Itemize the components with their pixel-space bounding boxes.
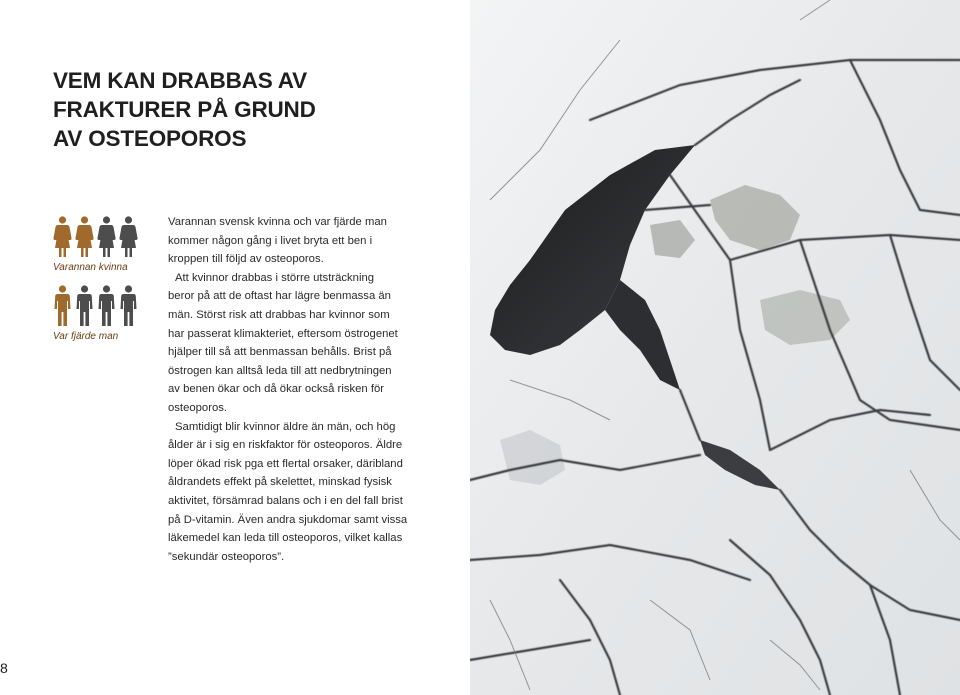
women-figures (53, 216, 138, 258)
text-line: beror på att de oftast har lägre benmassa än (168, 290, 391, 303)
men-figures (53, 285, 138, 327)
text-line: aktivitet, försämrad balans och i en del fall brist (168, 494, 403, 507)
text-line: löper ökad risk pga ett flertal orsaker, däribland (168, 457, 403, 470)
text-line: ”sekundär osteoporos”. (168, 550, 285, 563)
text-line: Varannan svensk kvinna och var fjärde man (168, 216, 387, 228)
man-icon (53, 285, 72, 327)
text-line: läkemedel kan leda till osteoporos, vilket kallas (168, 532, 403, 545)
man-icon (119, 285, 138, 327)
text-line: östrogen kan alltså leda till att nedbrytningen (168, 364, 392, 377)
man-icon (75, 285, 94, 327)
text-line: hjälper till så att benmassan behålls. Brist på (168, 346, 392, 359)
paragraph (168, 418, 408, 567)
text-line: osteoporos. (168, 401, 228, 414)
text-line: Att kvinnor drabbas i större utsträckning (175, 271, 375, 284)
women-caption: Varannan kvinna (53, 262, 128, 273)
cracked-ice-photo (470, 0, 960, 695)
woman-icon (119, 216, 138, 258)
text-line: kroppen till följd av osteoporos. (168, 253, 324, 266)
woman-icon (75, 216, 94, 258)
text-line: Samtidigt blir kvinnor äldre än män, och hög (175, 420, 396, 433)
text-line: åldrandets effekt på skelettet, minskad fysisk (168, 476, 392, 489)
body-text (168, 213, 408, 566)
men-infographic (53, 285, 138, 342)
woman-icon (53, 216, 72, 258)
text-line: kommer någon gång i livet bryta ett ben i (168, 234, 373, 247)
text-line: på D-vitamin. Även andra sjukdomar samt vissa (168, 513, 408, 526)
paragraph (168, 213, 403, 269)
title-line: VEM KAN DRABBAS AV (53, 68, 307, 93)
men-caption: Var fjärde man (53, 331, 119, 342)
title-line: AV OSTEOPOROS (53, 126, 247, 151)
text-line: ålder är i sig en riskfaktor för osteoporos. Äldre (168, 439, 403, 452)
woman-icon (97, 216, 116, 258)
text-page (0, 0, 470, 695)
title-line: FRAKTURER PÅ GRUND (53, 97, 316, 122)
page-title (53, 66, 373, 153)
text-line: av benen ökar och då ökar också risken för (168, 383, 385, 396)
text-line: har passerat klimakteriet, eftersom östrogenet (168, 327, 398, 340)
paragraph (168, 269, 403, 418)
text-line: män. Störst risk att drabbas har kvinnor som (168, 308, 390, 321)
page-number: 8 (0, 660, 8, 676)
women-infographic (53, 216, 138, 273)
man-icon (97, 285, 116, 327)
ice-illustration (470, 0, 960, 695)
